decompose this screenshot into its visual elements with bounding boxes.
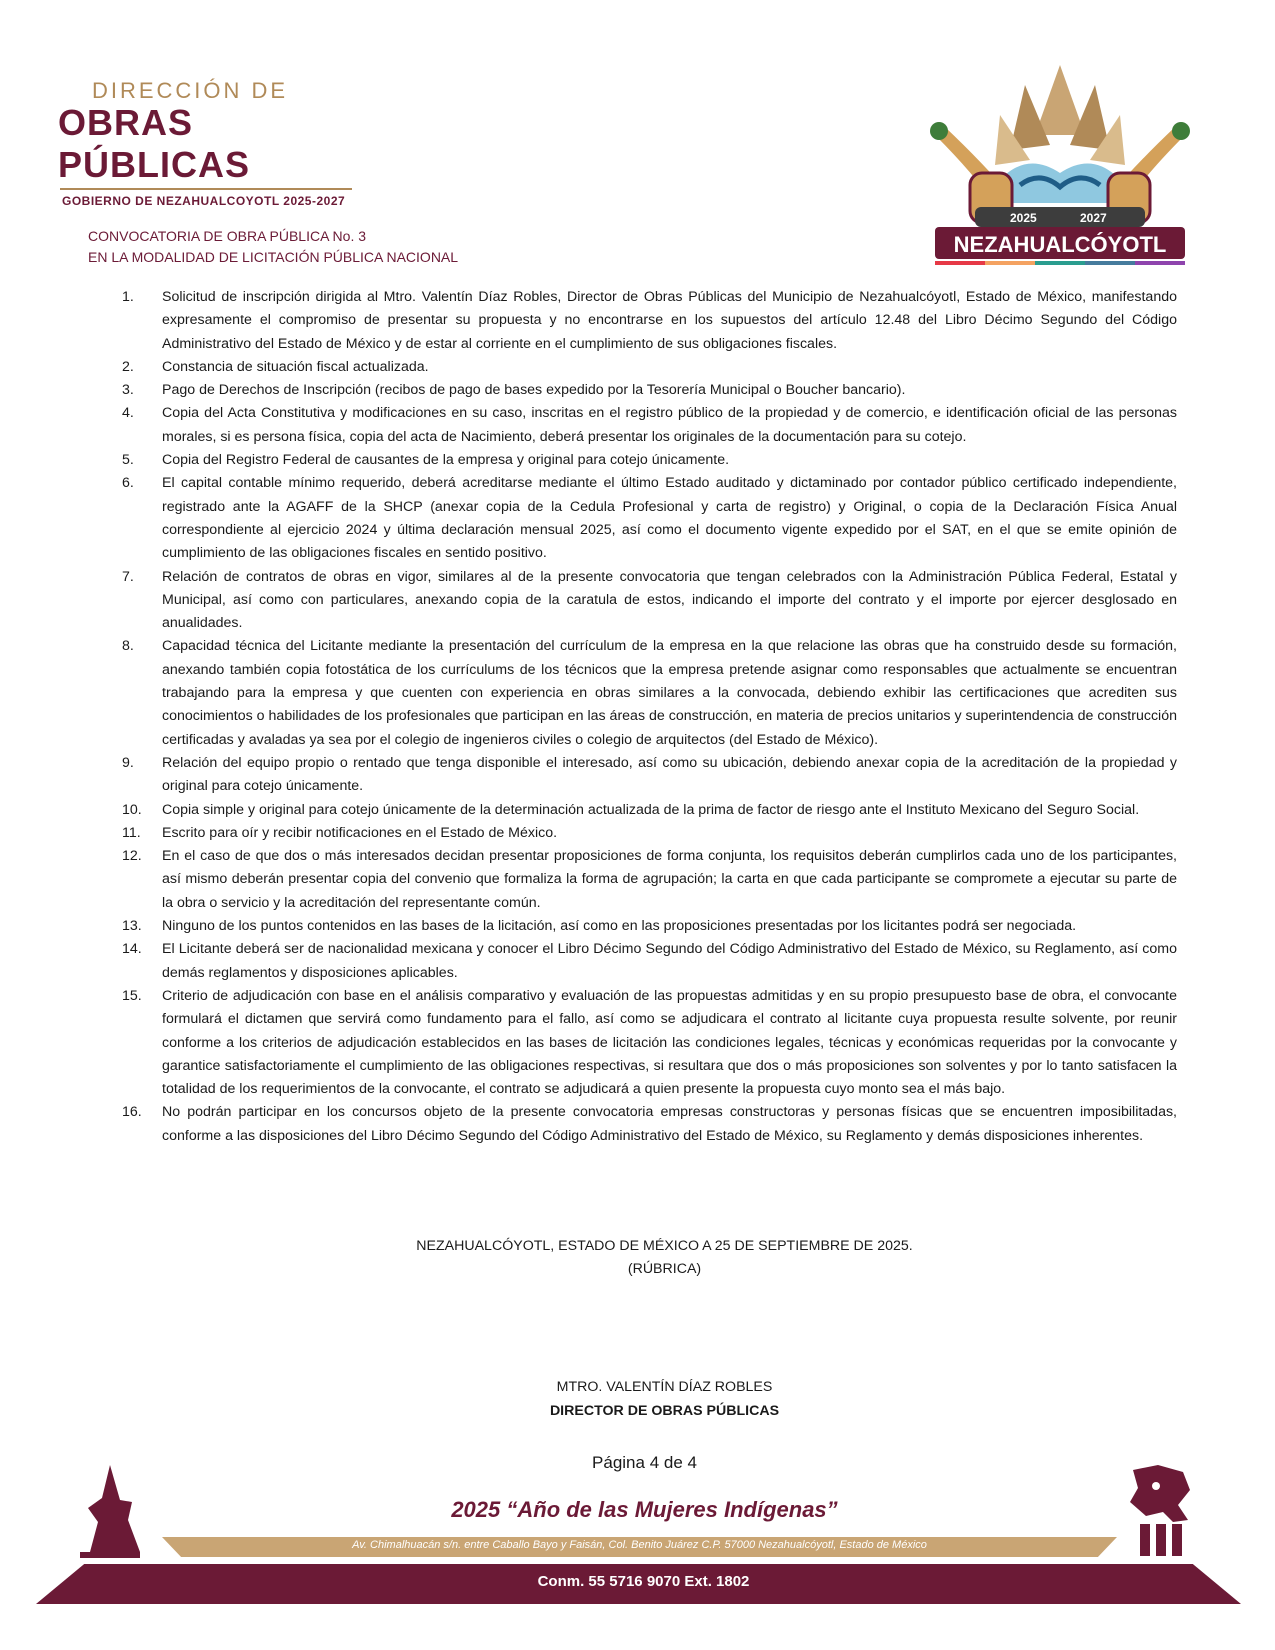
list-item	[122, 402, 1177, 449]
list-item	[122, 822, 1177, 845]
item-text: Solicitud de inscripción dirigida al Mtro. Valentín Díaz Robles, Director de Obras Públicas del Municipio de Nezahualcóyotl, Estado de México, manifestando expresamente el compromiso de presentar su propuesta y no encontrarse en los supuestos del artículo 12.48 del Libro Décimo Segundo del Código Administrativo del Estado de México y de estar al corriente en el cumplimiento de sus obligaciones fiscales.	[162, 289, 1177, 352]
logo-line-obras-publicas: OBRAS PÚBLICAS	[58, 102, 251, 185]
item-text: No podrán participar en los concursos objeto de la presente convocatoria empresas constructoras y personas físicas que se encuentren imposibilitadas, conforme a las disposiciones del Libro Décimo Segundo del Código Administrativo del Estado de México, su Reglamento y demás disposiciones inherentes.	[162, 1104, 1177, 1144]
item-number: 10.	[122, 801, 142, 818]
item-number: 12.	[122, 848, 142, 865]
list-item	[122, 356, 1177, 379]
item-number: 16.	[122, 1104, 142, 1121]
place-date: NEZAHUALCÓYOTL, ESTADO DE MÉXICO A 25 DE SEPTIEMBRE DE 2025.	[416, 1238, 913, 1254]
nezahualcoyotl-logo	[915, 55, 1205, 280]
item-text: El Licitante deberá ser de nacionalidad mexicana y conocer el Libro Décimo Segundo del Código Administrativo del Estado de México, su Reglamento, así como demás reglamentos y disposiciones aplicables.	[162, 941, 1177, 981]
rubrica: (RÚBRICA)	[627, 1261, 702, 1277]
item-text: Constancia de situación fiscal actualizada.	[162, 358, 429, 375]
signer-role: DIRECTOR DE OBRAS PÚBLICAS	[549, 1403, 780, 1419]
list-item	[122, 635, 1177, 751]
list-item	[122, 799, 1177, 822]
list-item	[122, 985, 1177, 1101]
item-number: 4.	[122, 405, 134, 422]
convocatoria-title	[88, 226, 458, 268]
item-number: 5.	[122, 452, 134, 469]
item-number: 2.	[122, 358, 134, 375]
item-number: 3.	[122, 382, 134, 399]
item-text: El capital contable mínimo requerido, deberá acreditarse mediante el último Estado auditado y dictaminado por contador público certificado independiente, registrado ante la AGAFF de la SHCP (anexar copia de la Cedula Profesional y carta de registro) y Original, o copia de la Declaración Física Anual correspondiente al ejercicio 2024 y última declaración mensual 2025, así como el documento vigente expedido por el SAT, en el que se emite opinión de cumplimiento de las obligaciones fiscales en sentido positivo.	[162, 475, 1177, 562]
logo-line-gobierno: GOBIERNO DE NEZAHUALCOYOTL 2025-2027	[62, 194, 346, 208]
item-text: Pago de Derechos de Inscripción (recibos de pago de bases expedido por la Tesorería Municipal o Boucher bancario).	[162, 382, 906, 399]
list-item	[122, 1101, 1177, 1148]
list-item	[122, 566, 1177, 636]
item-text: Relación de contratos de obras en vigor, similares al de la presente convocatoria que tengan celebrados con la Administración Pública Federal, Estatal y Municipal, así como con particulares, anexando copia de la caratula de estos, indicando el importe del contrato y el importe por ejercer desglosado en anualidades.	[162, 568, 1177, 632]
item-text: Copia del Registro Federal de causantes de la empresa y original para cotejo únicamente.	[162, 452, 730, 469]
item-number: 1.	[122, 289, 134, 305]
logo-line-direccion: DIRECCIÓN DE	[91, 78, 289, 103]
year-motto-text: 2025 “Año de las Mujeres Indígenas”	[451, 1497, 838, 1522]
page-number	[0, 1453, 1275, 1473]
list-item	[122, 286, 1177, 356]
list-item	[122, 938, 1177, 985]
requirements-list	[122, 286, 1177, 1148]
list-item	[122, 449, 1177, 472]
item-text: Copia del Acta Constitutiva y modificaciones en su caso, inscritas en el registro público de la propiedad y de comercio, e identificación oficial de las personas morales, si es persona física, copia del acta de Nacimiento, deberá presentar los originales de la documentación para su cotejo.	[162, 405, 1177, 445]
title-line-1: CONVOCATORIA DE OBRA PÚBLICA No. 3	[88, 228, 367, 244]
list-item	[122, 472, 1177, 565]
logo-divider	[60, 188, 352, 190]
item-text: Capacidad técnica del Licitante mediante la presentación del currículum de la empresa en la que relacione las obras que ha construido desde su formación, anexando también copia fotostática de los currículums de los técnicos que la empresa pretende asignar como responsables que actualmente se encuentran trabajando para la empresa y que cuenten con experiencia en obras similares a la convocada, debiendo exhibir las certificaciones que acrediten sus conocimientos o habilidades de los profesionales que participan en las áreas de construcción, en materia de precios unitarios y superintendencia de construcción certificadas y avaladas ya sea por el colegio de ingenieros civiles o colegio de arquitectos (del Estado de México).	[162, 638, 1177, 748]
item-number: 6.	[122, 475, 134, 492]
item-text: En el caso de que dos o más interesados decidan presentar proposiciones de forma conjunta, los requisitos deberán cumplirlos cada uno de los participantes, así mismo deberán presentar copia del convenio que formaliza la forma de agrupación; la carta en que cada participante se compromete a ejecutar su parte de la obra o servicio y la acreditación del representante común.	[162, 848, 1177, 911]
obras-publicas-logo	[58, 78, 378, 208]
list-item	[122, 379, 1177, 402]
page-number-text: Página 4 de 4	[592, 1453, 697, 1472]
logo-year-right: 2027	[1080, 211, 1107, 225]
item-number: 15.	[122, 987, 142, 1004]
item-text: Relación del equipo propio o rentado que tenga disponible el interesado, así como su ubicación, debiendo anexar copia de la acreditación de la propiedad y original para cotejo únicamente.	[162, 754, 1177, 795]
list-item	[122, 845, 1177, 915]
item-text: Ninguno de los puntos contenidos en las bases de la licitación, así como en las proposiciones presentadas por los licitantes podrá ser negociada.	[162, 918, 1077, 935]
signature-block	[0, 1375, 1275, 1423]
item-number: 8.	[122, 638, 134, 655]
place-date-block	[0, 1235, 1275, 1281]
item-number: 11.	[122, 824, 141, 841]
item-text: Criterio de adjudicación con base en el análisis comparativo y evaluación de las propuestas admitidas y en su propio presupuesto base de obra, el convocante formulará el dictamen que servirá como fundamento para el fallo, así como se adjudicara el contrato al licitante cuya propuesta resulte solvente, por reunir conforme a los criterios de adjudicación establecidos en las bases de licitación las condiciones legales, técnicas y económicas requeridas por la convocante y garantice satisfactoriamente el cumplimiento de las obligaciones respectivas, si resultara que dos o más proposiciones son solventes y por lo tanto satisfacen la totalidad de los requerimientos de la convocante, el contrato se adjudicará a quien presente la propuesta cuyo monto sea el más bajo.	[162, 987, 1177, 1098]
logo-year-left: 2025	[1010, 211, 1037, 225]
item-number: 13.	[122, 918, 142, 935]
item-text: Escrito para oír y recibir notificaciones en el Estado de México.	[162, 824, 558, 841]
title-line-2: EN LA MODALIDAD DE LICITACIÓN PÚBLICA NACIONAL	[88, 249, 459, 265]
list-item	[122, 752, 1177, 799]
item-number: 9.	[122, 754, 134, 771]
year-motto	[0, 1497, 1275, 1523]
footer-phone	[0, 1573, 1275, 1590]
signer-name: MTRO. VALENTÍN DÍAZ ROBLES	[556, 1379, 773, 1395]
item-number: 7.	[122, 568, 134, 585]
footer-phone-text: Conm. 55 5716 9070 Ext. 1802	[537, 1573, 750, 1590]
list-item	[122, 915, 1177, 938]
item-text: Copia simple y original para cotejo únicamente de la determinación actualizada de la prima de factor de riesgo ante el Instituto Mexicano del Seguro Social.	[162, 801, 1140, 818]
footer-address: Av. Chimalhuacán s/n. entre Caballo Bayo y Faisán, Col. Benito Juárez C.P. 57000 Nezahualcóyotl, Estado de México	[352, 1539, 927, 1551]
logo-city-name: NEZAHUALCÓYOTL	[953, 232, 1167, 257]
item-number: 14.	[122, 941, 142, 958]
